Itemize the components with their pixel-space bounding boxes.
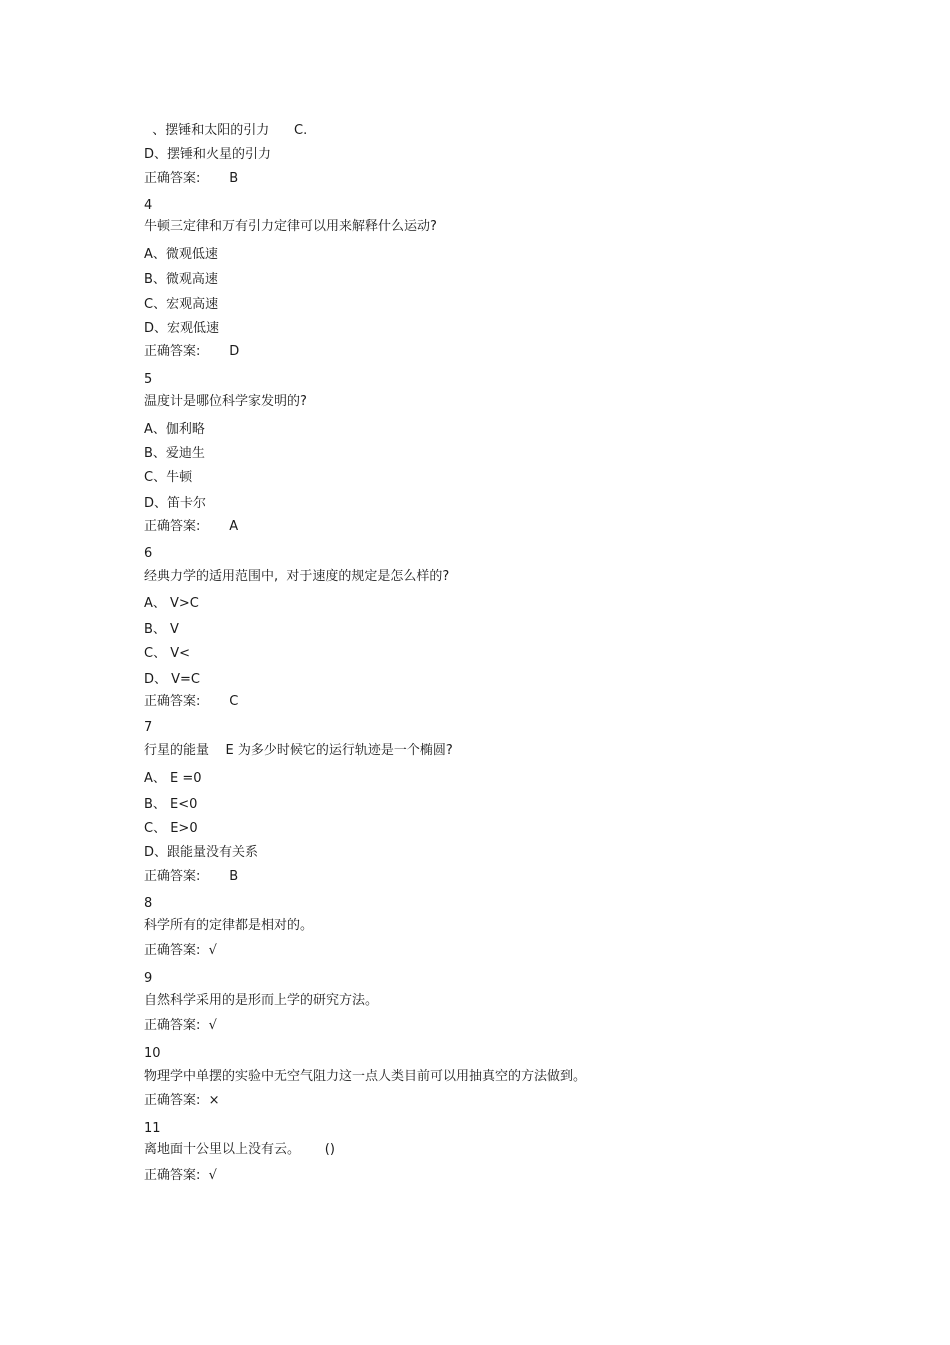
answer-option: C、宏观高速 xyxy=(144,297,219,312)
question-text: 经典力学的适用范围中, 对于速度的规定是怎么样的? xyxy=(144,569,450,584)
question-number: 8 xyxy=(144,896,153,911)
correct-answer: 正确答案: B xyxy=(144,869,239,884)
correct-answer: 正确答案: C xyxy=(144,694,239,709)
question-text: 牛顿三定律和万有引力定律可以用来解释什么运动? xyxy=(144,219,437,234)
question-text: 离地面十公里以上没有云。 () xyxy=(144,1142,335,1157)
answer-option: 、摆锤和太阳的引力 C. xyxy=(144,123,308,138)
answer-option: A、微观低速 xyxy=(144,247,218,262)
answer-option: D、 V=C xyxy=(144,672,201,687)
correct-answer: 正确答案: D xyxy=(144,344,240,359)
question-text: 温度计是哪位科学家发明的? xyxy=(144,394,307,409)
answer-option: D、摆锤和火星的引力 xyxy=(144,147,272,162)
answer-option: B、 V xyxy=(144,622,179,637)
question-text: 自然科学采用的是形而上学的研究方法。 xyxy=(144,993,379,1008)
question-number: 11 xyxy=(144,1121,161,1136)
answer-option: C、牛顿 xyxy=(144,470,193,485)
answer-option: D、笛卡尔 xyxy=(144,496,207,511)
correct-answer: 正确答案: √ xyxy=(144,943,217,958)
question-number: 10 xyxy=(144,1046,161,1061)
question-number: 7 xyxy=(144,720,153,735)
answer-option: B、 E<0 xyxy=(144,797,198,812)
answer-option: A、 E =0 xyxy=(144,771,202,786)
question-text: 行星的能量 E 为多少时候它的运行轨迹是一个椭圆? xyxy=(144,743,453,758)
answer-option: D、宏观低速 xyxy=(144,321,220,336)
answer-option: A、伽利略 xyxy=(144,422,205,437)
answer-option: B、微观高速 xyxy=(144,272,218,287)
question-number: 5 xyxy=(144,372,153,387)
answer-option: C、 V< xyxy=(144,646,190,661)
question-number: 4 xyxy=(144,198,153,213)
answer-option: B、爱迪生 xyxy=(144,446,205,461)
question-text: 科学所有的定律都是相对的。 xyxy=(144,918,314,933)
answer-option: A、 V>C xyxy=(144,596,199,611)
question-number: 9 xyxy=(144,971,153,986)
question-number: 6 xyxy=(144,546,153,561)
answer-option: C、 E>0 xyxy=(144,821,198,836)
correct-answer: 正确答案: A xyxy=(144,519,239,534)
correct-answer: 正确答案: × xyxy=(144,1093,220,1108)
correct-answer: 正确答案: √ xyxy=(144,1018,217,1033)
correct-answer: 正确答案: √ xyxy=(144,1168,217,1183)
answer-option: D、跟能量没有关系 xyxy=(144,845,259,860)
question-text: 物理学中单摆的实验中无空气阻力这一点人类目前可以用抽真空的方法做到。 xyxy=(144,1069,587,1084)
correct-answer: 正确答案: B xyxy=(144,171,239,186)
